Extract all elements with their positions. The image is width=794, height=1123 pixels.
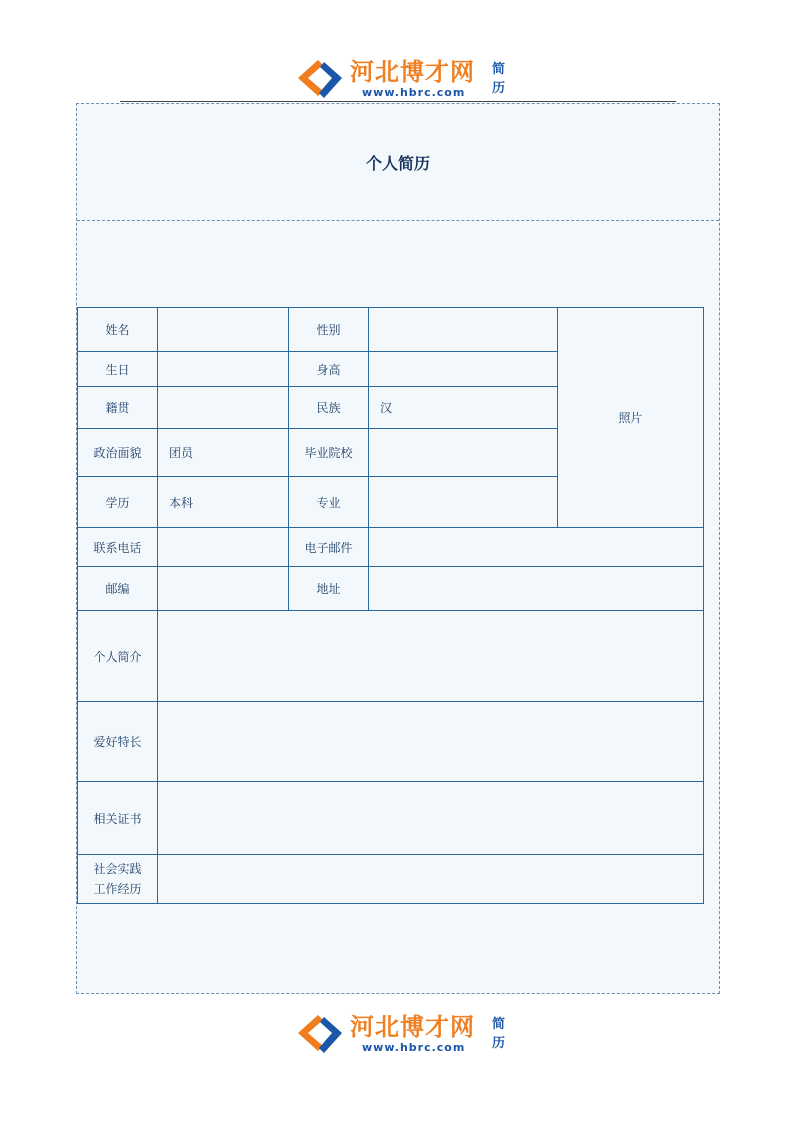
document-title: 个人简历 <box>365 154 430 173</box>
logo-url-text: www.hbrc.com <box>362 86 466 99</box>
value-native-place[interactable] <box>158 387 289 429</box>
label-address: 地址 <box>289 567 369 611</box>
table-row <box>78 567 704 611</box>
table-row <box>78 308 704 352</box>
value-ethnicity[interactable]: 汉 <box>369 387 558 429</box>
value-major[interactable] <box>369 477 558 528</box>
table-row <box>78 611 704 702</box>
value-certificates[interactable] <box>158 782 704 855</box>
label-postcode: 邮编 <box>78 567 158 611</box>
label-email: 电子邮件 <box>289 528 369 567</box>
value-education[interactable]: 本科 <box>158 477 289 528</box>
value-birthday[interactable] <box>158 352 289 387</box>
label-certificates: 相关证书 <box>78 782 158 855</box>
label-major: 专业 <box>289 477 369 528</box>
table-row <box>78 782 704 855</box>
logo-brand-text: 河北博才网 <box>350 58 475 86</box>
site-logo-bottom <box>292 1011 512 1057</box>
label-graduated-school: 毕业院校 <box>289 429 369 477</box>
logo-mark-icon <box>292 1013 348 1057</box>
value-phone[interactable] <box>158 528 289 567</box>
logo-mark-icon <box>292 58 348 102</box>
label-practice-line2: 工作经历 <box>93 882 142 896</box>
logo-tag-text: 简历 <box>492 62 506 96</box>
value-address[interactable] <box>369 567 704 611</box>
value-gender[interactable] <box>369 308 558 352</box>
label-self-intro: 个人简介 <box>78 611 158 702</box>
label-gender: 性别 <box>289 308 369 352</box>
label-phone: 联系电话 <box>78 528 158 567</box>
value-postcode[interactable] <box>158 567 289 611</box>
logo-url-text: www.hbrc.com <box>362 1041 466 1054</box>
label-height: 身高 <box>289 352 369 387</box>
label-name: 姓名 <box>78 308 158 352</box>
value-graduated-school[interactable] <box>369 429 558 477</box>
label-practice-line1: 社会实践 <box>93 862 142 876</box>
value-height[interactable] <box>369 352 558 387</box>
title-section <box>77 104 719 221</box>
value-political-status[interactable]: 团员 <box>158 429 289 477</box>
value-practice[interactable] <box>158 855 704 904</box>
resume-table <box>77 307 704 904</box>
label-ethnicity: 民族 <box>289 387 369 429</box>
label-political-status: 政治面貌 <box>78 429 158 477</box>
table-row <box>78 702 704 782</box>
header-rule <box>120 101 676 102</box>
value-email[interactable] <box>369 528 704 567</box>
label-native-place: 籍贯 <box>78 387 158 429</box>
table-row <box>78 855 704 904</box>
site-logo-top <box>292 56 512 102</box>
value-hobbies[interactable] <box>158 702 704 782</box>
label-practice <box>78 855 158 904</box>
table-row <box>78 528 704 567</box>
photo-cell[interactable]: 照片 <box>558 308 704 528</box>
logo-brand-text: 河北博才网 <box>350 1013 475 1041</box>
label-hobbies: 爱好特长 <box>78 702 158 782</box>
label-birthday: 生日 <box>78 352 158 387</box>
label-education: 学历 <box>78 477 158 528</box>
value-name[interactable] <box>158 308 289 352</box>
logo-tag-text: 简历 <box>492 1017 506 1051</box>
value-self-intro[interactable] <box>158 611 704 702</box>
